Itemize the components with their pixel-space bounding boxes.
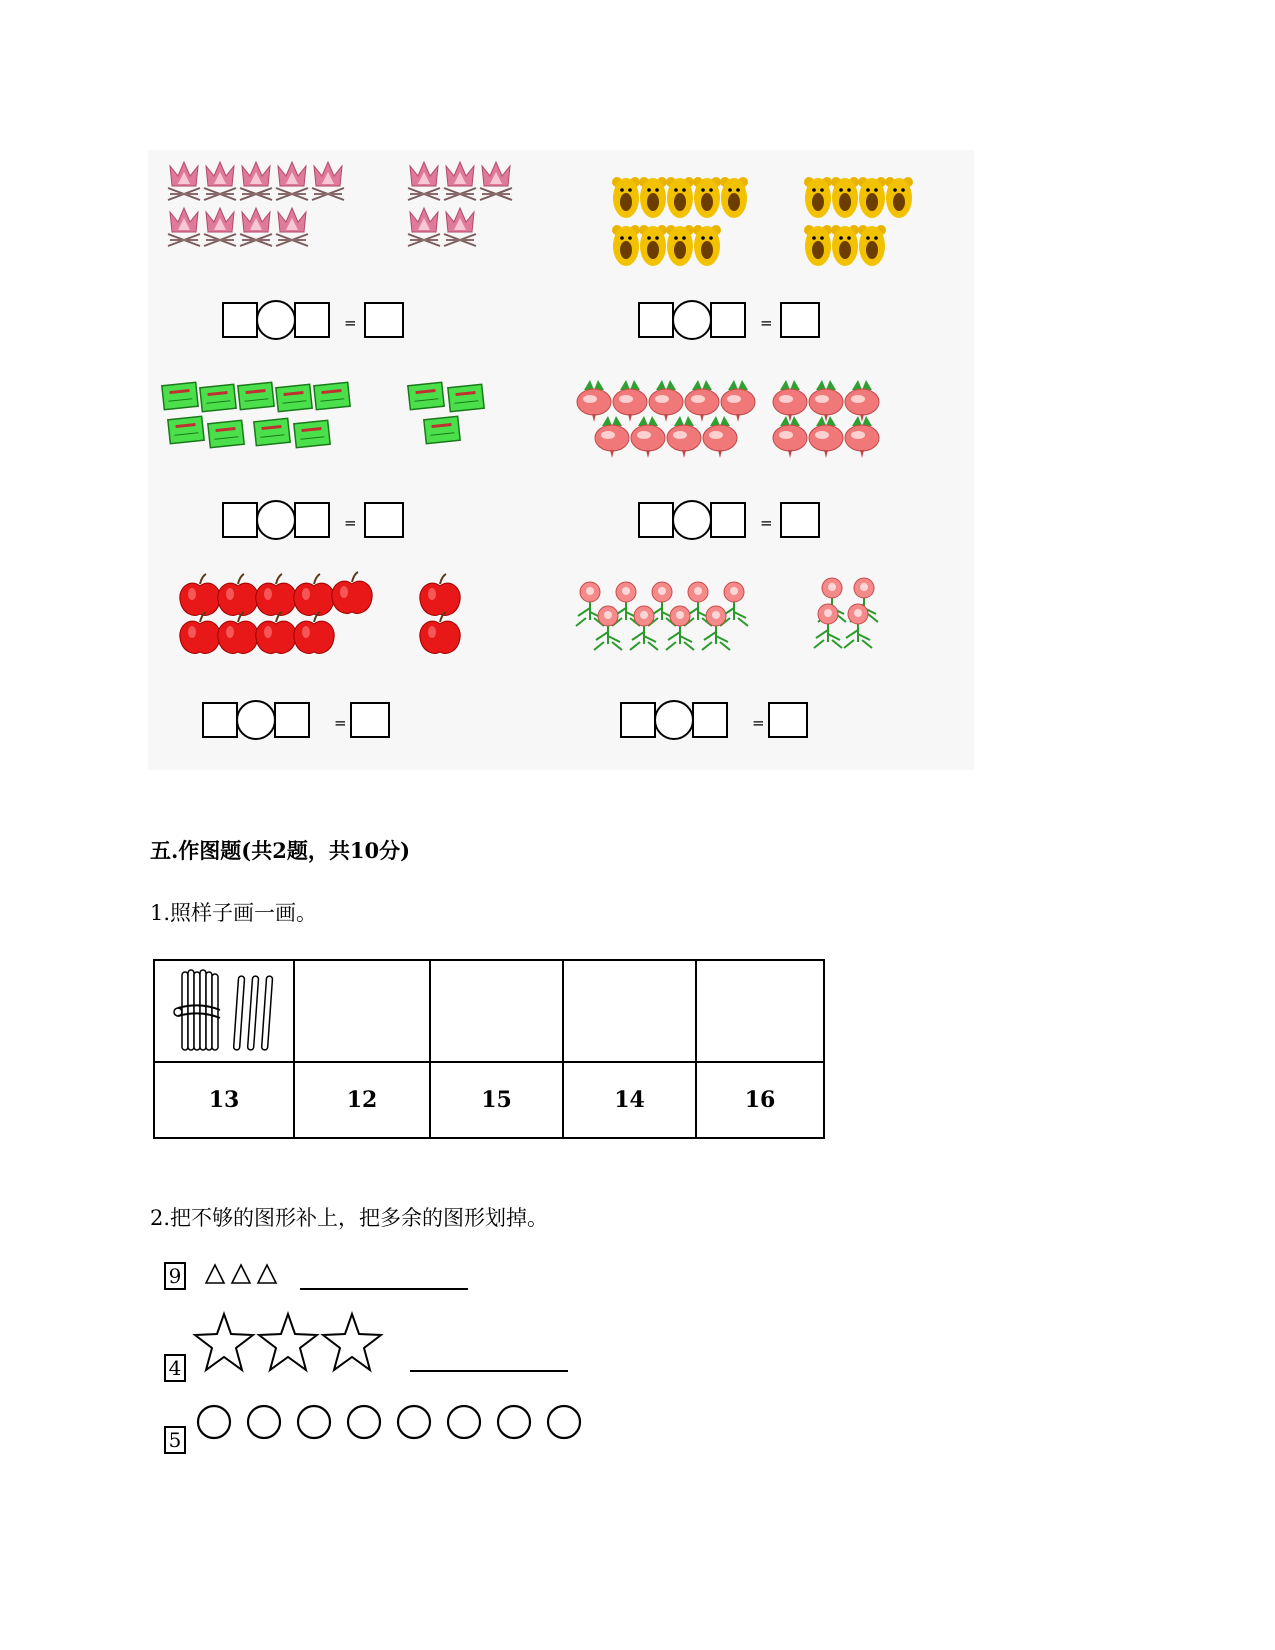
answer-box[interactable] — [222, 302, 258, 338]
equation-row — [620, 702, 830, 742]
rose-group-left — [568, 578, 768, 658]
draw-cell[interactable] — [563, 960, 696, 1062]
number-cell: 16 — [696, 1062, 824, 1138]
book-group-right — [406, 378, 496, 458]
answer-box[interactable] — [274, 702, 310, 738]
number-cell: 14 — [563, 1062, 696, 1138]
equal-sign: = — [752, 714, 765, 732]
answer-box[interactable] — [710, 502, 746, 538]
equal-sign: = — [344, 314, 357, 332]
equal-sign: = — [334, 714, 347, 732]
star-shapes — [190, 1310, 390, 1376]
section-heading: 五.作图题(共2题，共10分) — [150, 838, 411, 863]
operator-circle[interactable] — [672, 300, 712, 340]
operator-circle[interactable] — [672, 500, 712, 540]
exercise-panel — [148, 150, 974, 770]
count-box: 9 — [164, 1262, 186, 1290]
answer-box[interactable] — [710, 302, 746, 338]
answer-box[interactable] — [692, 702, 728, 738]
equal-sign: = — [760, 514, 773, 532]
answer-box[interactable] — [294, 302, 330, 338]
result-box[interactable] — [780, 502, 820, 538]
answer-box[interactable] — [294, 502, 330, 538]
bear-group-left — [608, 168, 768, 268]
answer-box[interactable] — [222, 502, 258, 538]
bear-group-right — [800, 168, 930, 268]
number-cell: 15 — [430, 1062, 563, 1138]
triangle-shapes — [205, 1262, 285, 1286]
number-cell: 13 — [154, 1062, 294, 1138]
result-box[interactable] — [350, 702, 390, 738]
count-box: 4 — [164, 1354, 186, 1382]
draw-cell[interactable] — [294, 960, 430, 1062]
operator-circle[interactable] — [654, 700, 694, 740]
book-group-left — [160, 378, 360, 458]
flower-group-right — [400, 152, 530, 252]
radish-group-right — [768, 376, 898, 466]
radish-group-left — [570, 376, 770, 466]
flower-group-left — [160, 152, 370, 252]
operator-circle[interactable] — [256, 300, 296, 340]
result-box[interactable] — [768, 702, 808, 738]
equation-row — [222, 302, 432, 342]
apple-group-left — [178, 570, 378, 660]
question-2-prompt: 2.把不够的图形补上，把多余的图形划掉。 — [150, 1206, 549, 1230]
answer-line[interactable] — [300, 1288, 468, 1290]
equation-row — [222, 502, 432, 542]
answer-box[interactable] — [620, 702, 656, 738]
draw-cell[interactable] — [430, 960, 563, 1062]
operator-circle[interactable] — [236, 700, 276, 740]
equal-sign: = — [344, 514, 357, 532]
result-box[interactable] — [364, 502, 404, 538]
answer-line[interactable] — [410, 1370, 568, 1372]
draw-cell[interactable] — [696, 960, 824, 1062]
answer-box[interactable] — [202, 702, 238, 738]
number-cell: 12 — [294, 1062, 430, 1138]
count-box: 5 — [164, 1426, 186, 1454]
operator-circle[interactable] — [256, 500, 296, 540]
apple-group-right — [416, 570, 466, 660]
circle-shapes — [194, 1400, 594, 1444]
equation-row — [638, 302, 848, 342]
result-box[interactable] — [780, 302, 820, 338]
equation-row — [202, 702, 412, 742]
answer-box[interactable] — [638, 502, 674, 538]
rose-group-right — [808, 574, 888, 658]
equal-sign: = — [760, 314, 773, 332]
question-1-prompt: 1.照样子画一画。 — [150, 901, 318, 925]
result-box[interactable] — [364, 302, 404, 338]
counting-table — [153, 959, 825, 1139]
example-cell — [154, 960, 294, 1062]
answer-box[interactable] — [638, 302, 674, 338]
equation-row — [638, 502, 848, 542]
sticks-bundle-icon — [164, 964, 284, 1054]
